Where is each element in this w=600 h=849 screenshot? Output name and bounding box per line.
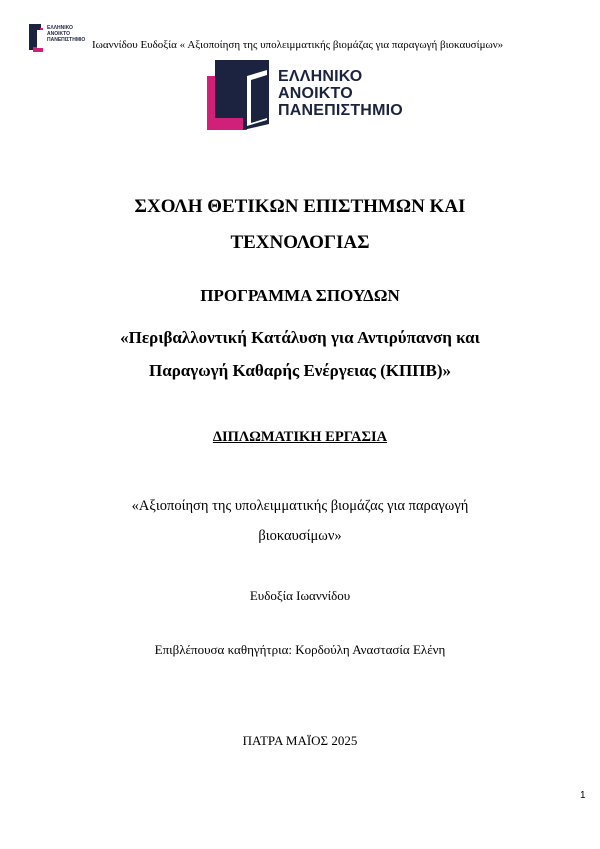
program-heading: ΠΡΟΓΡΑΜΜΑ ΣΠΟΥΔΩΝ [200, 286, 400, 305]
author-name: Ευδοξία Ιωαννίδου [249, 588, 351, 603]
thesis-type: ΔΙΠΛΩΜΑΤΙΚΗ ΕΡΓΑΣΙΑ [212, 429, 388, 445]
program-name [0, 321, 600, 387]
school-title [0, 189, 600, 261]
school-title-line2: ΤΕΧΝΟΛΟΓΙΑΣ [230, 232, 370, 253]
page-number: 1 [580, 790, 586, 801]
logo-wordmark: ΕΛΛΗΝΙΚΟ ΑΝΟΙΚΤΟ ΠΑΝΕΠΙΣΤΗΜΙΟ [278, 68, 403, 119]
place-date: ΠΑΤΡΑ ΜΑΪΟΣ 2025 [242, 733, 358, 748]
school-title-line1: ΣΧΟΛΗ ΘΕΤΙΚΩΝ ΕΠΙΣΤΗΜΩΝ ΚΑΙ [134, 196, 466, 217]
thesis-title-line1: «Αξιοποίηση της υπολειμματικής βιομάζας για παραγωγή [131, 498, 469, 514]
running-header-title: Ιωαννίδου Ευδοξία « Αξιοποίηση της υπολειμματικής βιομάζας για παραγωγή βιοκαυσίμων» [92, 39, 504, 51]
thesis-title-line2: βιοκαυσίμων» [258, 528, 342, 544]
program-name-line2: Παραγωγή Καθαρής Ενέργειας (ΚΠΠΒ)» [149, 361, 451, 380]
supervisor: Επιβλέπουσα καθηγήτρια: Κορδούλη Αναστασία Ελένη [154, 642, 446, 657]
thesis-title [0, 491, 600, 551]
header-logo-text: ΕΛΛΗΝΙΚΟ ΑΝΟΙΚΤΟ ΠΑΝΕΠΙΣΤΗΜΙΟ [47, 25, 86, 43]
program-name-line1: «Περιβαλλοντική Κατάλυση για Αντιρύπανση και [120, 328, 480, 347]
